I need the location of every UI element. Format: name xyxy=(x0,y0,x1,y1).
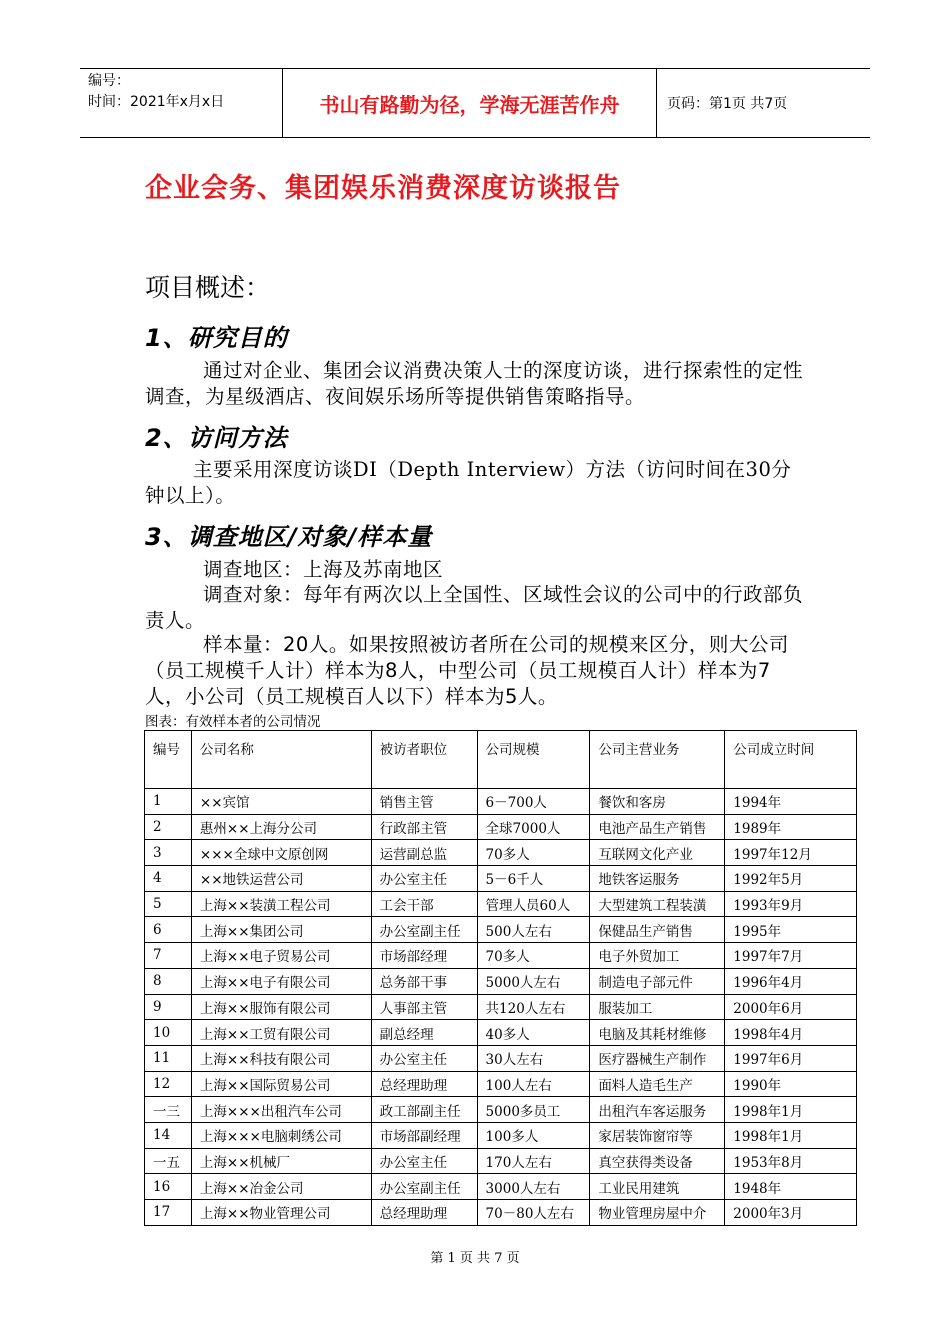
section-paragraph: 调查对象：每年有两次以上全国性、区域性会议的公司中的行政部负责人。 xyxy=(145,583,804,632)
table-row xyxy=(145,1200,857,1226)
table-cell: 市场部经理 xyxy=(371,943,477,969)
table-row xyxy=(145,1071,857,1097)
table-cell: 办公室主任 xyxy=(371,1045,477,1071)
document-title: 企业会务、集团娱乐消费深度访谈报告 xyxy=(145,173,621,204)
time-label: 时间：2021年x月x日 xyxy=(88,94,225,110)
table-cell: 40多人 xyxy=(477,1020,590,1046)
page-header xyxy=(80,68,870,138)
table-cell: 1998年1月 xyxy=(725,1097,857,1123)
table-cell: 上海××电子贸易公司 xyxy=(191,943,371,969)
table-cell: 1993年9月 xyxy=(725,891,857,917)
table-cell: 5000多员工 xyxy=(477,1097,590,1123)
table-cell: 办公室主任 xyxy=(371,1148,477,1174)
table-cell: 工会干部 xyxy=(371,891,477,917)
table-cell: 总经理助理 xyxy=(371,1071,477,1097)
table-cell: 5 xyxy=(145,891,192,917)
table-cell: 惠州××上海分公司 xyxy=(191,814,371,840)
sample-company-table xyxy=(144,730,857,1226)
section-heading-purpose: 1、研究目的 xyxy=(145,324,288,352)
table-row xyxy=(145,814,857,840)
table-cell: 一五 xyxy=(145,1148,192,1174)
table-cell: 出租汽车客运服务 xyxy=(590,1097,725,1123)
table-cell: 办公室主任 xyxy=(371,866,477,892)
section-heading-sample: 3、调查地区/对象/样本量 xyxy=(145,523,433,551)
table-cell: 5－6千人 xyxy=(477,866,590,892)
header-motto: 书山有路勤为径，学海无涯苦作舟 xyxy=(282,69,657,137)
section-paragraph: 通过对企业、集团会议消费决策人士的深度访谈，进行探索性的定性调查，为星级酒店、夜间娱乐场所等提供销售策略指导。 xyxy=(145,359,804,408)
table-cell: 1948年 xyxy=(725,1174,857,1200)
table-caption: 图表：有效样本者的公司情况 xyxy=(145,714,321,730)
table-cell: 10 xyxy=(145,1020,192,1046)
table-cell: 6 xyxy=(145,917,192,943)
table-cell: 上海×××电脑刺绣公司 xyxy=(191,1122,371,1148)
table-cell: 办公室副主任 xyxy=(371,1174,477,1200)
table-cell: 12 xyxy=(145,1071,192,1097)
table-cell: 上海××装潢工程公司 xyxy=(191,891,371,917)
table-cell: 共120人左右 xyxy=(477,994,590,1020)
section-heading-method: 2、访问方法 xyxy=(145,424,288,452)
table-cell: 市场部副经理 xyxy=(371,1122,477,1148)
table-row xyxy=(145,1097,857,1123)
page-footer: 第 1 页 共 7 页 xyxy=(430,1251,520,1266)
table-row xyxy=(145,917,857,943)
table-row xyxy=(145,891,857,917)
table-cell: 上海××机械厂 xyxy=(191,1148,371,1174)
table-row xyxy=(145,1045,857,1071)
table-cell: 2 xyxy=(145,814,192,840)
table-cell: 医疗器械生产制作 xyxy=(590,1045,725,1071)
table-cell: 2000年6月 xyxy=(725,994,857,1020)
column-header: 公司成立时间 xyxy=(725,731,857,789)
table-cell: 14 xyxy=(145,1122,192,1148)
table-cell: 全球7000人 xyxy=(477,814,590,840)
column-header: 公司主营业务 xyxy=(590,731,725,789)
table-row xyxy=(145,968,857,994)
table-cell: 上海××电子有限公司 xyxy=(191,968,371,994)
table-cell: 地铁客运服务 xyxy=(590,866,725,892)
table-cell: 100人左右 xyxy=(477,1071,590,1097)
table-cell: 上海××冶金公司 xyxy=(191,1174,371,1200)
table-cell: ×××全球中文原创网 xyxy=(191,840,371,866)
table-cell: 人事部主管 xyxy=(371,994,477,1020)
table-cell: 大型建筑工程装潢 xyxy=(590,891,725,917)
table-row xyxy=(145,789,857,815)
table-cell: 管理人员60人 xyxy=(477,891,590,917)
column-header: 编号 xyxy=(145,731,192,789)
number-label: 编号： xyxy=(88,73,130,89)
table-cell: 70－80人左右 xyxy=(477,1200,590,1226)
table-cell: ××宾馆 xyxy=(191,789,371,815)
table-cell: 上海××科技有限公司 xyxy=(191,1045,371,1071)
table-cell: 11 xyxy=(145,1045,192,1071)
table-cell: 电脑及其耗材维修 xyxy=(590,1020,725,1046)
table-cell: 上海××物业管理公司 xyxy=(191,1200,371,1226)
table-cell: 4 xyxy=(145,866,192,892)
column-header: 被访者职位 xyxy=(371,731,477,789)
table-cell: 保健品生产销售 xyxy=(590,917,725,943)
table-row xyxy=(145,840,857,866)
table-cell: 5000人左右 xyxy=(477,968,590,994)
table-row xyxy=(145,1148,857,1174)
section-paragraph: 样本量：20人。如果按照被访者所在公司的规模来区分，则大公司（员工规模千人计）样本为8人，中型公司（员工规模百人计）样本为7人，小公司（员工规模百人以下）样本为5人。 xyxy=(145,633,789,708)
table-cell: 总务部干事 xyxy=(371,968,477,994)
overview-heading: 项目概述： xyxy=(145,273,271,302)
table-cell: 1992年5月 xyxy=(725,866,857,892)
table-cell: 100多人 xyxy=(477,1122,590,1148)
table-cell: 1996年4月 xyxy=(725,968,857,994)
table-cell: 8 xyxy=(145,968,192,994)
table-body xyxy=(145,789,857,1226)
table-cell: 1994年 xyxy=(725,789,857,815)
header-meta xyxy=(80,69,282,137)
table-cell: 70多人 xyxy=(477,840,590,866)
table-cell: 6－700人 xyxy=(477,789,590,815)
table-cell: 16 xyxy=(145,1174,192,1200)
table-cell: 办公室副主任 xyxy=(371,917,477,943)
table-cell: 电池产品生产销售 xyxy=(590,814,725,840)
table-cell: 物业管理房屋中介 xyxy=(590,1200,725,1226)
column-header: 公司名称 xyxy=(191,731,371,789)
table-cell: 上海××服饰有限公司 xyxy=(191,994,371,1020)
table-header-row xyxy=(145,731,857,789)
table-cell: 销售主管 xyxy=(371,789,477,815)
table-cell: 17 xyxy=(145,1200,192,1226)
section-paragraph: 主要采用深度访谈DI（Depth Interview）方法（访问时间在30分钟以上）。 xyxy=(145,458,792,507)
table-cell: 2000年3月 xyxy=(725,1200,857,1226)
table-cell: 70多人 xyxy=(477,943,590,969)
table-row xyxy=(145,943,857,969)
table-cell: 上海××国际贸易公司 xyxy=(191,1071,371,1097)
table-row xyxy=(145,1122,857,1148)
table-cell: 电子外贸加工 xyxy=(590,943,725,969)
table-cell: 3 xyxy=(145,840,192,866)
table-cell: 行政部主管 xyxy=(371,814,477,840)
table-cell: 家居装饰窗帘等 xyxy=(590,1122,725,1148)
column-header: 公司规模 xyxy=(477,731,590,789)
table-cell: 1995年 xyxy=(725,917,857,943)
table-cell: 30人左右 xyxy=(477,1045,590,1071)
table-cell: 1997年12月 xyxy=(725,840,857,866)
header-page-info: 页码：第1页 共7页 xyxy=(667,96,788,112)
table-cell: 制造电子部元件 xyxy=(590,968,725,994)
table-cell: 一三 xyxy=(145,1097,192,1123)
table-cell: 1989年 xyxy=(725,814,857,840)
table-cell: 运营副总监 xyxy=(371,840,477,866)
table-cell: 1997年6月 xyxy=(725,1045,857,1071)
table-cell: 上海××工贸有限公司 xyxy=(191,1020,371,1046)
section-paragraph: 调查地区：上海及苏南地区 xyxy=(203,558,444,581)
table-cell: 170人左右 xyxy=(477,1148,590,1174)
table-cell: ××地铁运营公司 xyxy=(191,866,371,892)
table-cell: 3000人左右 xyxy=(477,1174,590,1200)
table-row xyxy=(145,866,857,892)
table-cell: 工业民用建筑 xyxy=(590,1174,725,1200)
table-cell: 服装加工 xyxy=(590,994,725,1020)
table-cell: 互联网文化产业 xyxy=(590,840,725,866)
table-cell: 9 xyxy=(145,994,192,1020)
table-cell: 1998年4月 xyxy=(725,1020,857,1046)
table-cell: 政工部副主任 xyxy=(371,1097,477,1123)
table-row xyxy=(145,1174,857,1200)
table-cell: 1997年7月 xyxy=(725,943,857,969)
table-cell: 1953年8月 xyxy=(725,1148,857,1174)
table-cell: 餐饮和客房 xyxy=(590,789,725,815)
table-row xyxy=(145,1020,857,1046)
table-cell: 面料人造毛生产 xyxy=(590,1071,725,1097)
table-cell: 7 xyxy=(145,943,192,969)
table-cell: 1998年1月 xyxy=(725,1122,857,1148)
table-cell: 总经理助理 xyxy=(371,1200,477,1226)
table-cell: 上海××集团公司 xyxy=(191,917,371,943)
table-cell: 1990年 xyxy=(725,1071,857,1097)
table-cell: 副总经理 xyxy=(371,1020,477,1046)
table-row xyxy=(145,994,857,1020)
table-cell: 1 xyxy=(145,789,192,815)
table-cell: 上海×××出租汽车公司 xyxy=(191,1097,371,1123)
table-cell: 真空获得类设备 xyxy=(590,1148,725,1174)
table-cell: 500人左右 xyxy=(477,917,590,943)
